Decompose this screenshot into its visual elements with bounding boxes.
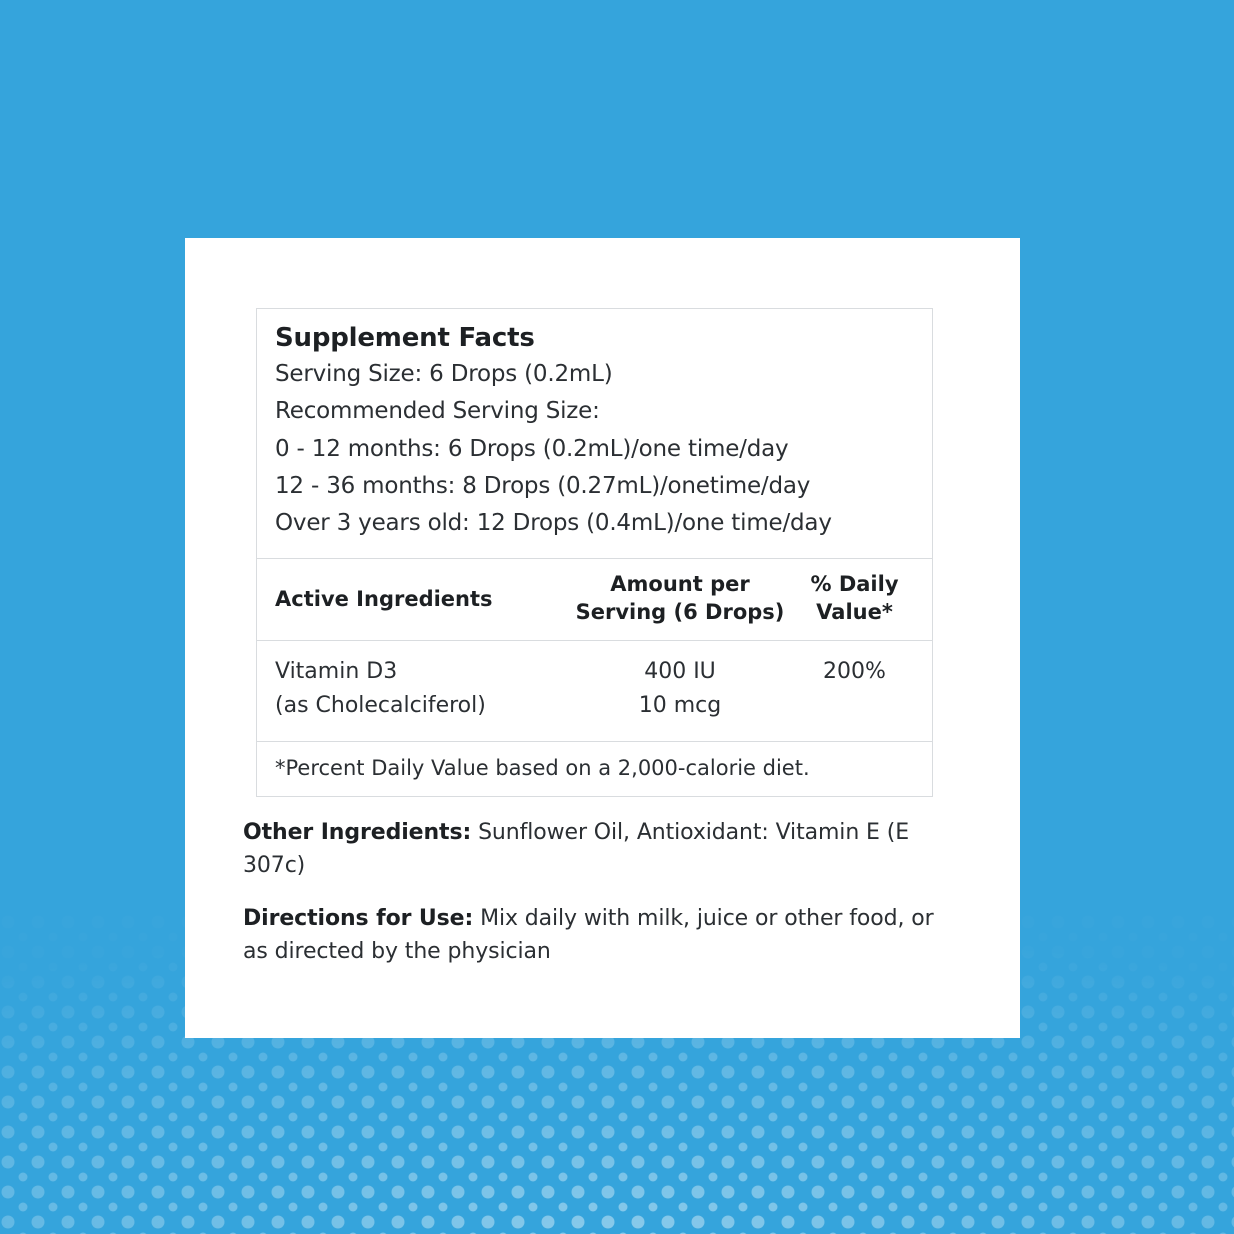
recommended-serving-line-2: 12 - 36 months: 8 Drops (0.27mL)/onetime/day [275, 472, 811, 499]
column-header-amount-line-1: Amount per [610, 572, 750, 597]
ingredient-amount-cell [565, 655, 795, 723]
serving-size-text: Serving Size: 6 Drops (0.2mL) [275, 361, 613, 387]
ingredient-name-line-2: (as Cholecalciferol) [275, 692, 486, 718]
other-ingredients-paragraph [243, 816, 948, 882]
daily-value-footnote: *Percent Daily Value based on a 2,000-calorie diet. [275, 756, 810, 781]
recommended-serving-line-3: Over 3 years old: 12 Drops (0.4mL)/one time/day [275, 510, 832, 536]
ingredient-name-cell [275, 655, 565, 723]
column-header-daily-value [795, 571, 914, 626]
label-notes [243, 816, 948, 988]
nutrition-table-header [257, 559, 932, 641]
column-header-amount-line-2: Serving (6 Drops) [575, 599, 785, 624]
ingredient-amount-line-1: 400 IU [644, 658, 716, 684]
column-header-dv-line-2: Value* [816, 599, 893, 624]
recommended-serving-label: Recommended Serving Size: [275, 398, 600, 425]
column-header-active-ingredients: Active Ingredients [275, 586, 493, 611]
ingredient-daily-value-cell: 200% [823, 658, 886, 684]
column-header-dv-line-1: % Daily [810, 572, 899, 597]
column-header-amount-per-serving [565, 571, 795, 626]
directions-label: Directions for Use: [243, 906, 474, 931]
supplement-facts-header [257, 309, 932, 559]
directions-paragraph [243, 902, 948, 968]
ingredient-name-line-1: Vitamin D3 [275, 658, 398, 684]
panel-title: Supplement Facts [275, 323, 535, 353]
other-ingredients-text: Sunflower Oil, Antioxidant: Vitamin E (E 307c) [243, 820, 910, 878]
table-row [257, 641, 932, 742]
recommended-serving-line-1: 0 - 12 months: 6 Drops (0.2mL)/one time/day [275, 435, 789, 462]
supplement-facts-panel [256, 308, 933, 797]
ingredient-amount-line-2: 10 mcg [638, 692, 722, 718]
supplement-label-card [185, 238, 1020, 1038]
directions-text: Mix daily with milk, juice or other food, or as directed by the physician [243, 906, 934, 964]
other-ingredients-label: Other Ingredients: [243, 820, 472, 845]
